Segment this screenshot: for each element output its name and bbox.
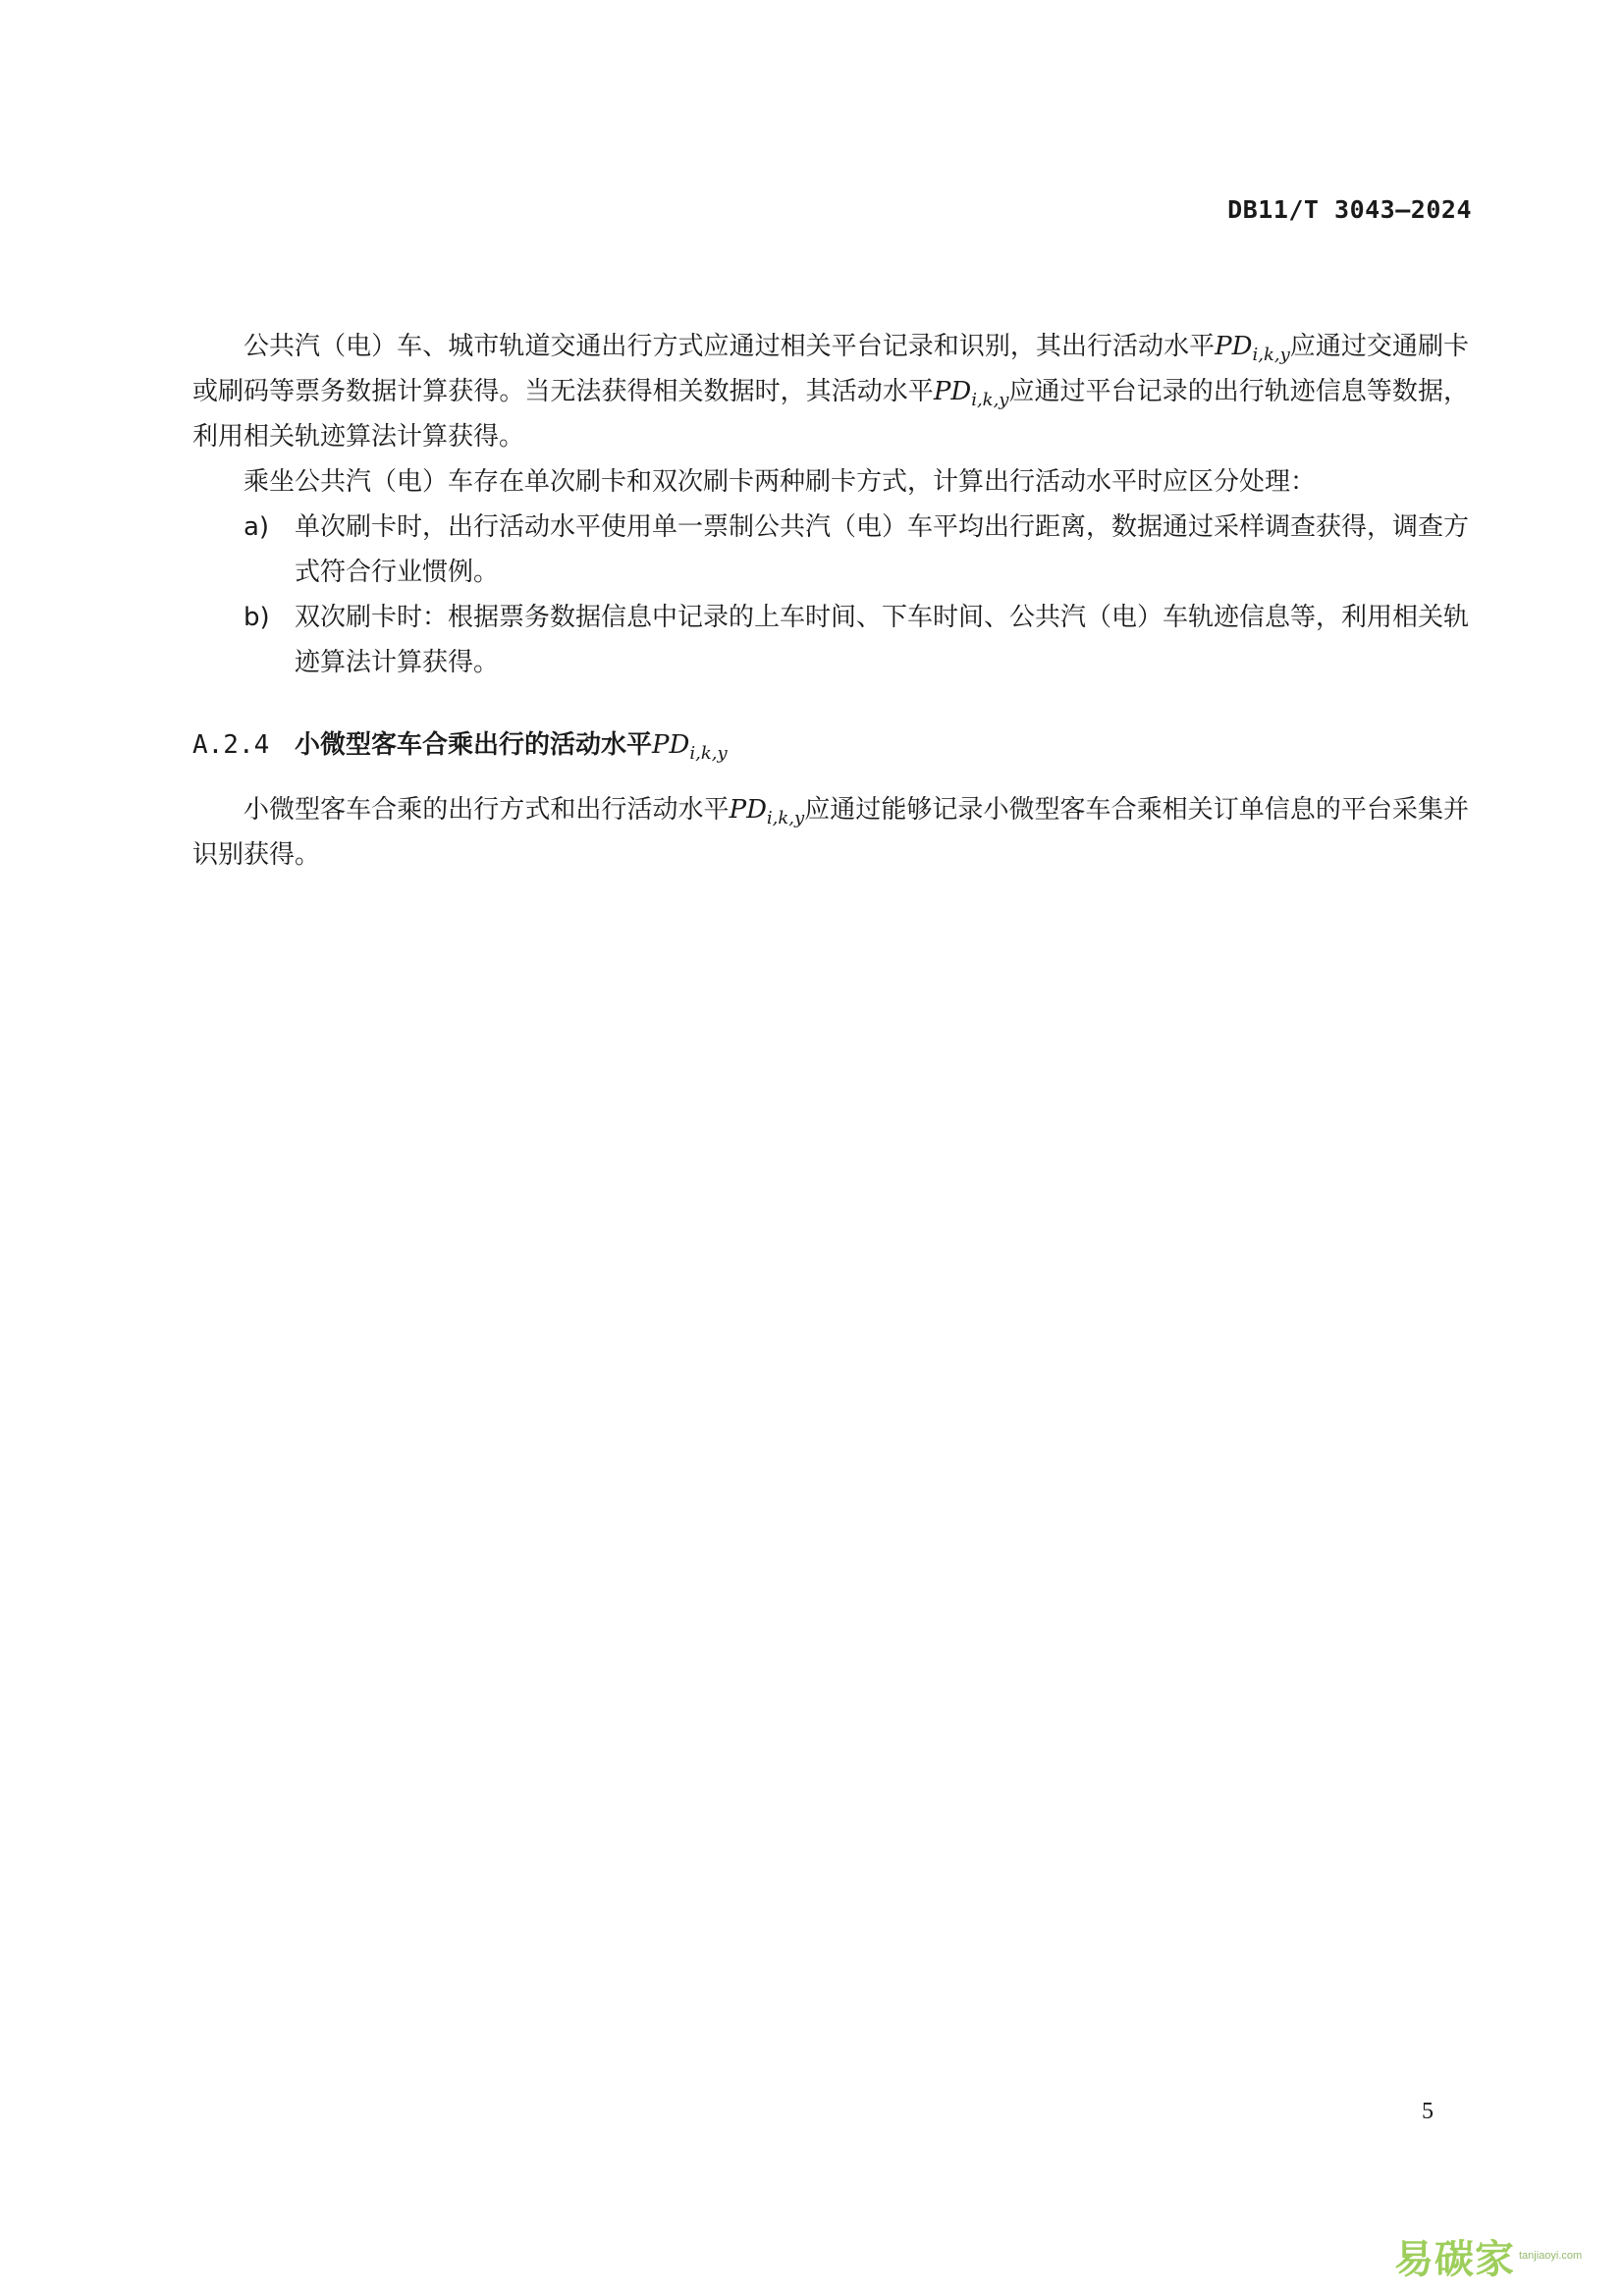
math-pd-symbol: $PD_{i,k,y}$ (652, 730, 728, 764)
list-marker: a) (244, 512, 270, 542)
watermark-domain: tanjiaoyi.com (1519, 2250, 1583, 2262)
paragraph-transit-platform (192, 324, 1469, 459)
standard-code: DB11/T 3043—2024 (1227, 195, 1472, 224)
paragraph-text: 公共汽（电）车、城市轨道交通出行方式应通过相关平台记录和识别，其出行活动水平 (244, 332, 1216, 361)
list-marker: b) (244, 603, 270, 632)
list-item-text: 单次刷卡时，出行活动水平使用单一票制公共汽（电）车平均出行距离，数据通过采样调查获得，调查方式符合行业惯例。 (295, 512, 1470, 587)
math-pd-symbol: $PD_{i,k,y}$ (933, 377, 1009, 410)
page-number: 5 (1422, 2099, 1434, 2124)
section-heading (192, 722, 1469, 768)
list-item (192, 595, 1469, 685)
paragraph-text: 应通过交通刷卡或刷码等票务数据计算获得。当无法获得相关数据时，其活动水平 (192, 332, 1469, 406)
paragraph-carpool (192, 787, 1469, 878)
list-item-text: 双次刷卡时：根据票务数据信息中记录的上车时间、下车时间、公共汽（电）车轨迹信息等，利用相关轨迹算法计算获得。 (295, 603, 1470, 677)
list-item (192, 505, 1469, 595)
watermark (1394, 2230, 1600, 2281)
paragraph-text: 应通过能够记录小微型客车合乘相关订单信息的平台采集并识别获得。 (192, 795, 1469, 870)
math-pd-symbol: $PD_{i,k,y}$ (1215, 332, 1290, 365)
document-body (192, 324, 1469, 878)
paragraph-text: 应通过平台记录的出行轨迹信息等数据，利用相关轨迹算法计算获得。 (192, 377, 1469, 452)
section-title: 小微型客车合乘出行的活动水平$PD_{i,k,y}$ (295, 730, 728, 764)
paragraph-text: 小微型客车合乘的出行方式和出行活动水平 (244, 795, 730, 825)
section-number: A.2.4 (192, 730, 270, 760)
watermark-logo: 易碳家 (1394, 2236, 1515, 2282)
paragraph-card-swipe: 乘坐公共汽（电）车存在单次刷卡和双次刷卡两种刷卡方式，计算出行活动水平时应区分处理： (244, 467, 1317, 497)
math-pd-symbol: $PD_{i,k,y}$ (729, 795, 805, 828)
